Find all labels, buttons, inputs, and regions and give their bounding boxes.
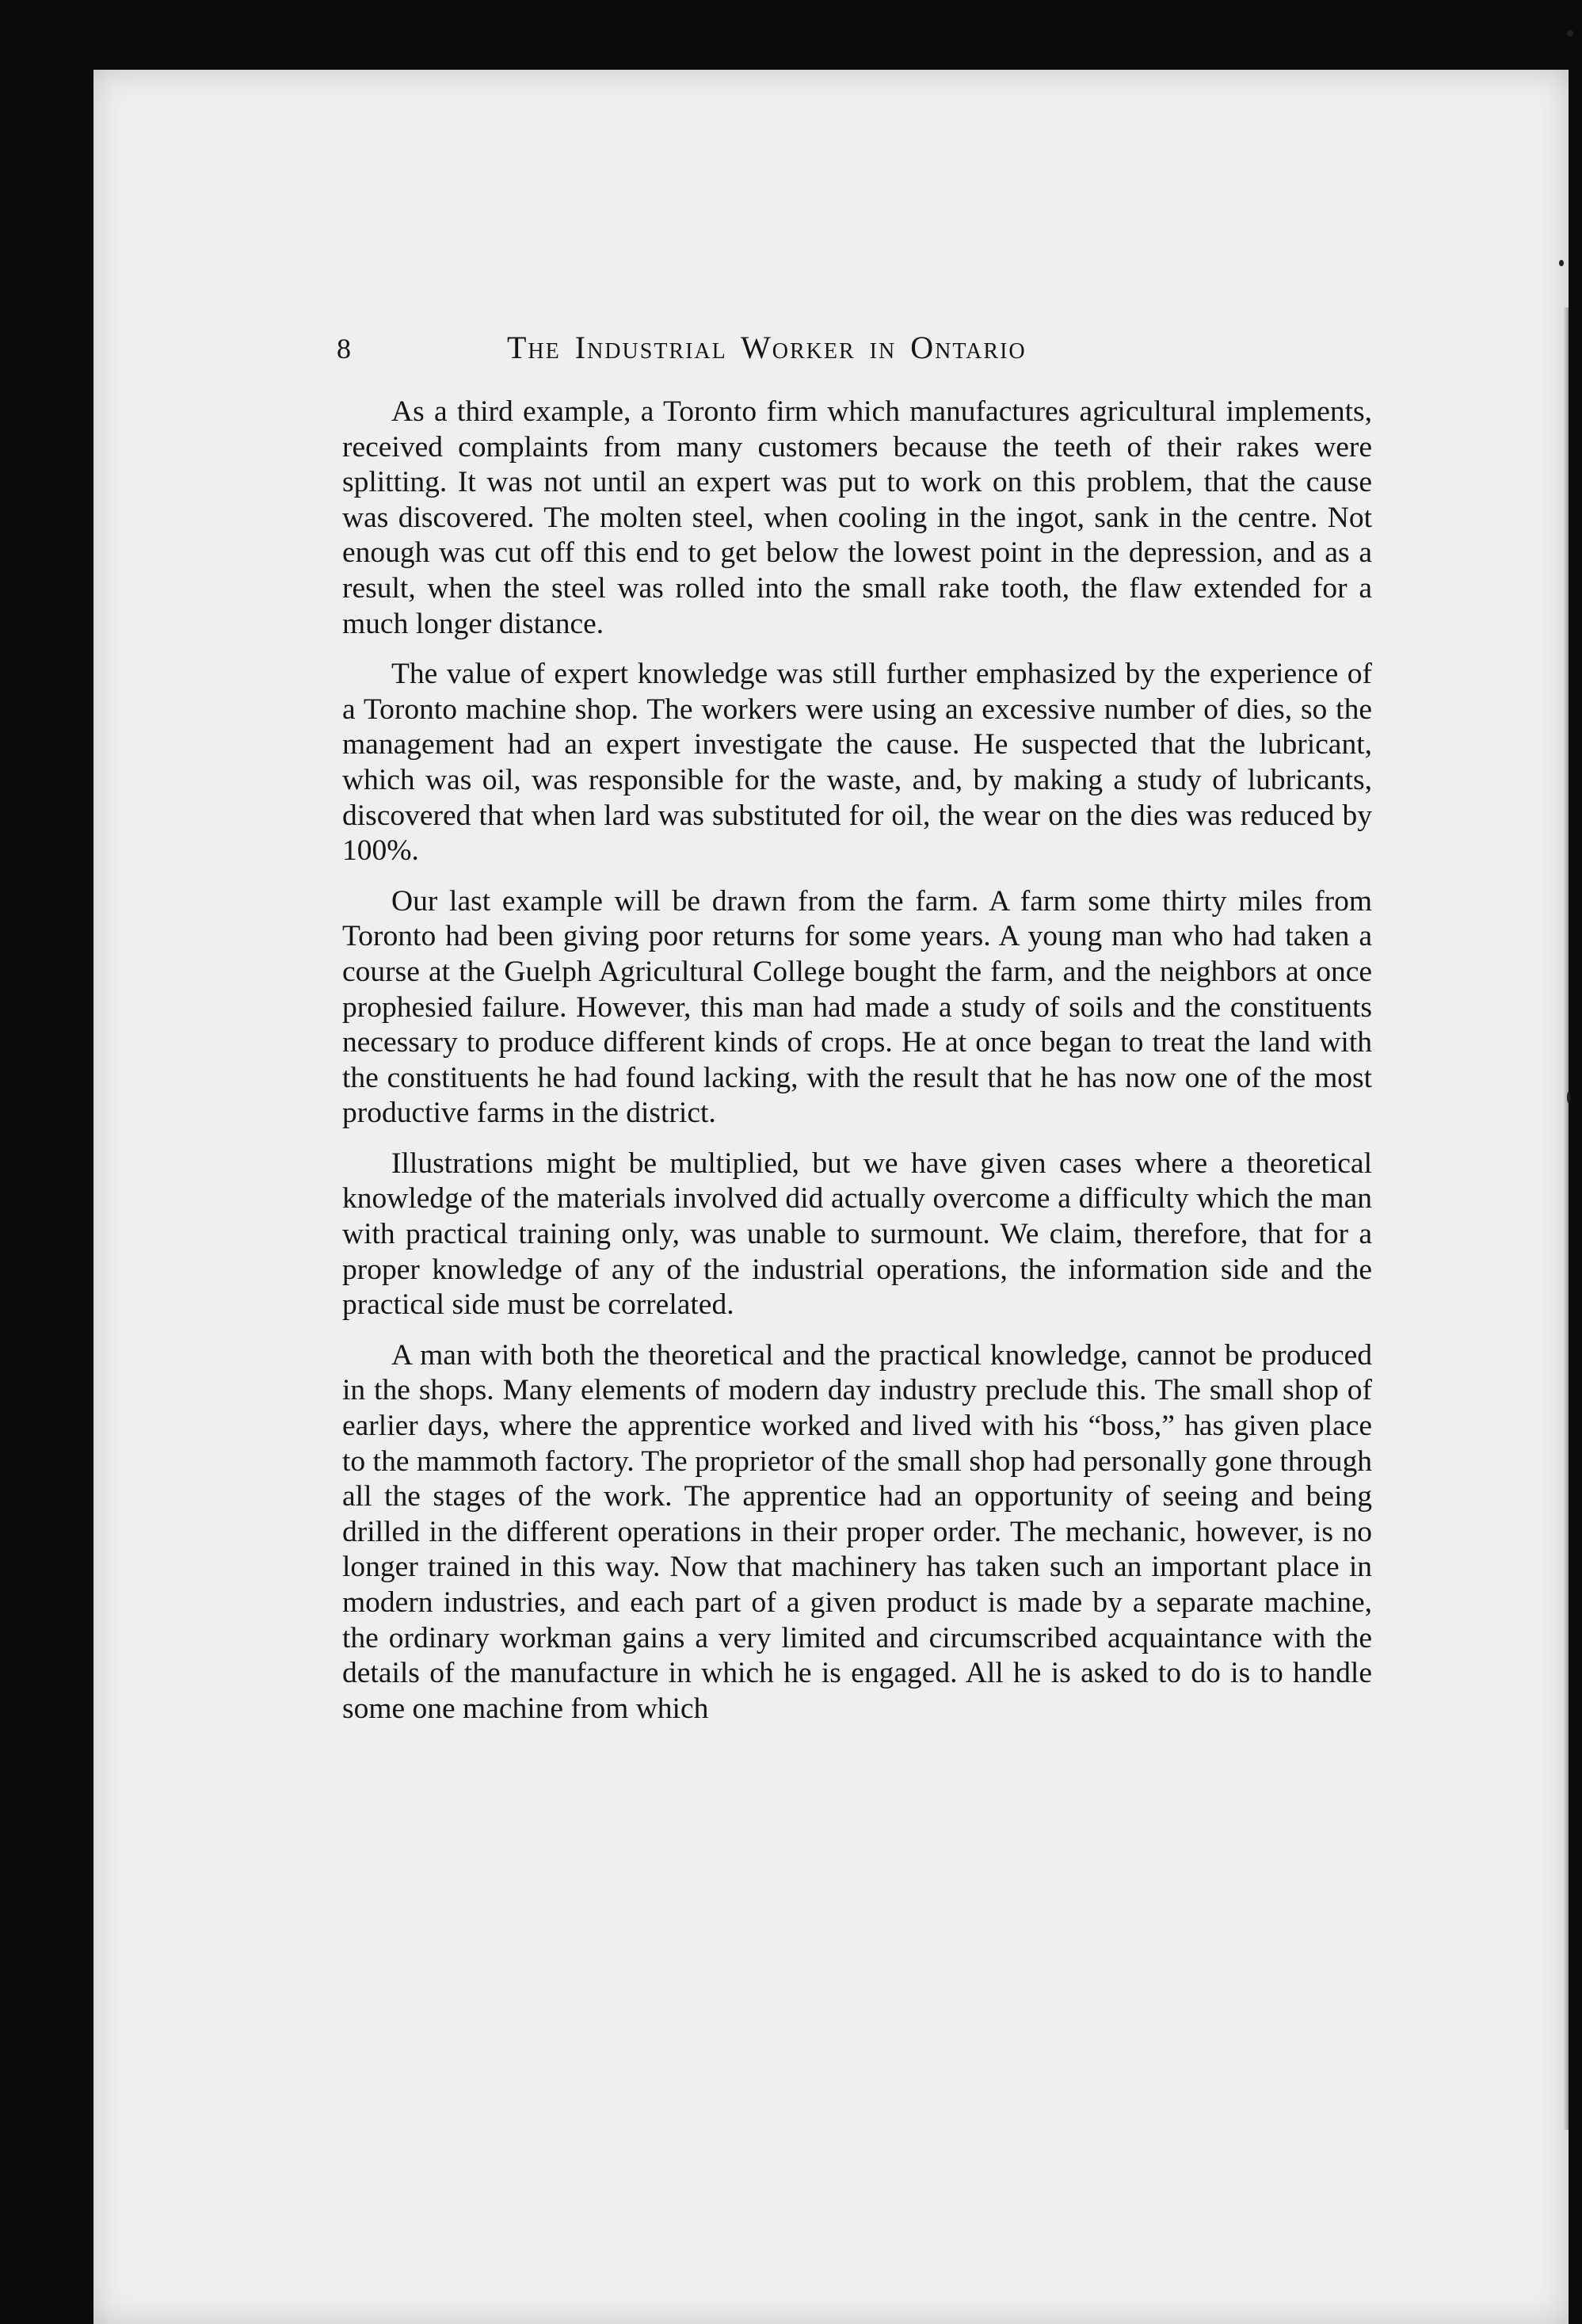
paragraph: A man with both the theoretical and the practical knowledge, cannot be produced in the shops. Many elements of modern day industry preclude this. The small shop of earlier days, where the apprentice worked and lived with his “boss,” has given place to the mammoth factory. The proprietor of the small shop had personally gone through all the stages of the work. The apprentice had an opportunity of seeing and being drilled in the different operations in their proper order. The mechanic, however, is no longer trained in this way. Now that machinery has taken such an important place in modern industries, and each part of a given product is made by a separate machine, the ordinary workman gains a very limited and circumscribed acquaintance with the details of the manufacture in which he is engaged. All he is asked to do is to handle some one machine from which	[342, 1338, 1372, 1725]
paragraph: Illustrations might be multiplied, but we have given cases where a theoretical knowledge of the materials involved did actually overcome a difficulty which the man with practical training only, was unable to surmount. We claim, therefore, that for a proper knowledge of any of the industrial operations, the information side and the practical side must be correlated.	[342, 1147, 1372, 1322]
running-header	[337, 329, 1386, 376]
running-title: The Industrial Worker in Ontario	[507, 330, 1027, 365]
ink-spot	[1567, 30, 1573, 36]
paragraph: The value of expert knowledge was still further emphasized by the experience of a Toronto machine shop. The workers were using an excessive number of dies, so the management had an expert investigate the cause. He suspected that the lubricant, which was oil, was responsible for the waste, and, by making a study of lubricants, discovered that when lard was substituted for oil, the wear on the dies was reduced by 100%.	[342, 658, 1372, 868]
page-edge	[1564, 307, 1569, 2130]
ink-spot	[1567, 1092, 1570, 1103]
body-text	[342, 395, 1372, 2312]
paragraph: As a third example, a Toronto firm which manufactures agricultural implements, received complaints from many customers because the teeth of their rakes were splitting. It was not until an expert was put to work on this problem, that the cause was discovered. The molten steel, when cooling in the ingot, sank in the centre. Not enough was cut off this end to get below the lowest point in the depression, and as a result, when the steel was rolled into the small rake tooth, the flaw extended for a much longer distance.	[342, 395, 1372, 640]
ink-spot	[1559, 260, 1564, 266]
page-number: 8	[337, 333, 351, 364]
paragraph: Our last example will be drawn from the farm. A farm some thirty miles from Toronto had been giving poor returns for some years. A young man who had taken a course at the Guelph Agricultural College bought the farm, and the neighbors at once prophesied failure. However, this man had made a study of soils and the constituents necessary to produce different kinds of crops. He at once began to treat the land with the constituents he had found lacking, with the result that he has now one of the most productive farms in the district.	[342, 884, 1372, 1130]
